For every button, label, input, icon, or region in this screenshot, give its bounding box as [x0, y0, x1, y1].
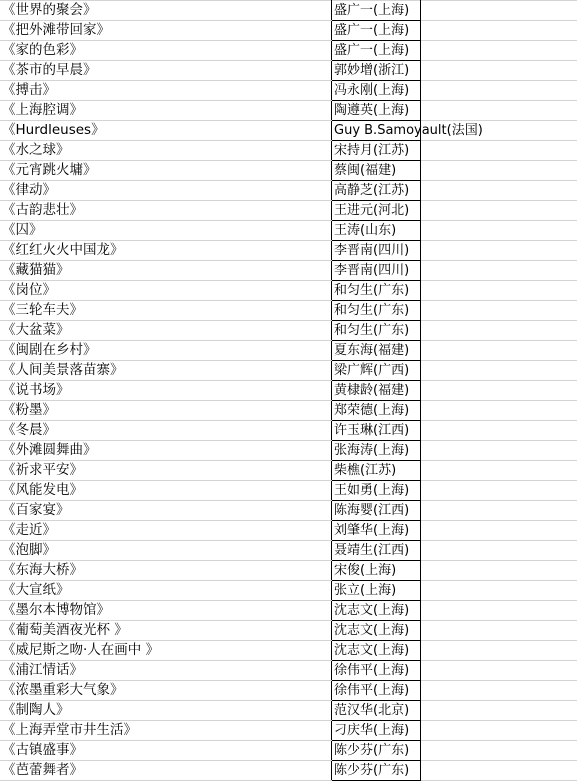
table-row — [0, 181, 577, 201]
table-row — [0, 121, 577, 141]
author-cell[interactable]: 张立(上海) — [332, 581, 421, 601]
empty-cell[interactable] — [421, 741, 577, 761]
empty-cell[interactable] — [421, 41, 577, 61]
author-cell[interactable]: 李晋南(四川) — [332, 241, 421, 261]
author-cell[interactable]: 夏东海(福建) — [332, 341, 421, 361]
table-row — [0, 321, 577, 341]
title-cell[interactable]: 《人间美景落苗寨》 — [0, 361, 332, 381]
empty-cell[interactable] — [421, 321, 577, 341]
empty-cell[interactable] — [421, 101, 577, 121]
author-cell[interactable]: 范汉华(北京) — [332, 701, 421, 721]
table-row — [0, 541, 577, 561]
title-cell[interactable]: 《把外滩带回家》 — [0, 21, 332, 41]
author-cell[interactable]: 许玉琳(江西) — [332, 421, 421, 441]
author-cell[interactable]: 盛广一(上海) — [332, 21, 421, 41]
table-row — [0, 721, 577, 741]
author-cell[interactable]: 张海涛(上海) — [332, 441, 421, 461]
empty-cell[interactable] — [421, 341, 577, 361]
author-cell[interactable]: 郭妙增(浙江) — [332, 61, 421, 81]
title-cell[interactable]: 《古韵悲壮》 — [0, 201, 332, 221]
table-row — [0, 441, 577, 461]
author-cell[interactable]: 陶遵英(上海) — [332, 101, 421, 121]
title-cell[interactable]: 《大宣纸》 — [0, 581, 332, 601]
author-cell[interactable]: 柴樵(江苏) — [332, 461, 421, 481]
table-row — [0, 501, 577, 521]
author-cell[interactable]: 陈海婴(江西) — [332, 501, 421, 521]
title-cell[interactable]: 《芭蕾舞者》 — [0, 761, 332, 781]
title-cell[interactable]: 《元宵跳火墉》 — [0, 161, 332, 181]
empty-cell[interactable] — [421, 1, 577, 21]
title-cell[interactable]: 《藏猫猫》 — [0, 261, 332, 281]
author-cell[interactable]: 和匀生(广东) — [332, 301, 421, 321]
table-row — [0, 1, 577, 21]
table-row — [0, 341, 577, 361]
author-cell[interactable]: 徐伟平(上海) — [332, 681, 421, 701]
empty-cell[interactable] — [421, 481, 577, 501]
title-cell[interactable]: 《Hurdleuses》 — [0, 121, 332, 141]
author-cell[interactable]: 宋持月(江苏) — [332, 141, 421, 161]
table-row — [0, 241, 577, 261]
title-cell[interactable]: 《祈求平安》 — [0, 461, 332, 481]
empty-cell[interactable] — [421, 701, 577, 721]
author-cell[interactable]: 刘肇华(上海) — [332, 521, 421, 541]
table-row — [0, 481, 577, 501]
author-cell[interactable]: Guy B.Samoyault(法国) — [332, 121, 421, 141]
author-cell[interactable]: 王进元(河北) — [332, 201, 421, 221]
author-cell[interactable]: 黄棣龄(福建) — [332, 381, 421, 401]
table-row — [0, 141, 577, 161]
empty-cell[interactable] — [421, 81, 577, 101]
works-table-body — [0, 1, 577, 781]
table-row — [0, 41, 577, 61]
empty-cell[interactable] — [421, 461, 577, 481]
table-row — [0, 521, 577, 541]
author-cell[interactable]: 蔡闽(福建) — [332, 161, 421, 181]
table-row — [0, 301, 577, 321]
empty-cell[interactable] — [421, 761, 577, 781]
title-cell[interactable]: 《走近》 — [0, 521, 332, 541]
empty-cell[interactable] — [421, 681, 577, 701]
table-row — [0, 661, 577, 681]
empty-cell[interactable] — [421, 581, 577, 601]
author-cell[interactable]: 郑荣德(上海) — [332, 401, 421, 421]
table-row — [0, 621, 577, 641]
title-cell[interactable]: 《红红火火中国龙》 — [0, 241, 332, 261]
author-cell[interactable]: 徐伟平(上海) — [332, 661, 421, 681]
author-cell[interactable]: 王涛(山东) — [332, 221, 421, 241]
title-cell[interactable]: 《说书场》 — [0, 381, 332, 401]
title-cell[interactable]: 《冬晨》 — [0, 421, 332, 441]
empty-cell[interactable] — [421, 361, 577, 381]
title-cell[interactable]: 《水之球》 — [0, 141, 332, 161]
empty-cell[interactable] — [421, 141, 577, 161]
table-row — [0, 221, 577, 241]
table-row — [0, 281, 577, 301]
title-cell[interactable]: 《上海腔调》 — [0, 101, 332, 121]
empty-cell[interactable] — [421, 261, 577, 281]
title-cell[interactable]: 《风能发电》 — [0, 481, 332, 501]
empty-cell[interactable] — [421, 401, 577, 421]
title-cell[interactable]: 《制陶人》 — [0, 701, 332, 721]
title-cell[interactable]: 《浦江情话》 — [0, 661, 332, 681]
empty-cell[interactable] — [421, 661, 577, 681]
table-row — [0, 381, 577, 401]
title-cell[interactable]: 《世界的聚会》 — [0, 1, 332, 21]
table-row — [0, 581, 577, 601]
title-cell[interactable]: 《茶市的早晨》 — [0, 61, 332, 81]
table-row — [0, 61, 577, 81]
author-cell[interactable]: 和匀生(广东) — [332, 321, 421, 341]
table-row — [0, 401, 577, 421]
title-cell[interactable]: 《岗位》 — [0, 281, 332, 301]
title-cell[interactable]: 《东海大桥》 — [0, 561, 332, 581]
title-cell[interactable]: 《家的色彩》 — [0, 41, 332, 61]
empty-cell[interactable] — [421, 301, 577, 321]
empty-cell[interactable] — [421, 201, 577, 221]
title-cell[interactable]: 《古镇盛事》 — [0, 741, 332, 761]
table-row — [0, 261, 577, 281]
author-cell[interactable]: 沈志文(上海) — [332, 601, 421, 621]
author-cell[interactable]: 和匀生(广东) — [332, 281, 421, 301]
title-cell[interactable]: 《搏击》 — [0, 81, 332, 101]
empty-cell[interactable] — [421, 281, 577, 301]
empty-cell[interactable] — [421, 621, 577, 641]
title-cell[interactable]: 《墨尔本博物馆》 — [0, 601, 332, 621]
empty-cell[interactable] — [421, 521, 577, 541]
table-row — [0, 81, 577, 101]
title-cell[interactable]: 《三轮车夫》 — [0, 301, 332, 321]
table-row — [0, 101, 577, 121]
title-cell[interactable]: 《泡脚》 — [0, 541, 332, 561]
empty-cell[interactable] — [421, 161, 577, 181]
author-cell[interactable]: 沈志文(上海) — [332, 641, 421, 661]
empty-cell[interactable] — [421, 241, 577, 261]
table-row — [0, 601, 577, 621]
empty-cell[interactable] — [421, 381, 577, 401]
table-row — [0, 461, 577, 481]
title-cell[interactable]: 《粉墨》 — [0, 401, 332, 421]
title-cell[interactable]: 《大盆菜》 — [0, 321, 332, 341]
empty-cell[interactable] — [421, 181, 577, 201]
author-cell[interactable]: 聂靖生(江西) — [332, 541, 421, 561]
table-row — [0, 641, 577, 661]
table-row — [0, 361, 577, 381]
empty-cell[interactable] — [421, 21, 577, 41]
title-cell[interactable]: 《外滩圆舞曲》 — [0, 441, 332, 461]
empty-cell[interactable] — [421, 441, 577, 461]
author-cell[interactable]: 李晋南(四川) — [332, 261, 421, 281]
empty-cell[interactable] — [421, 721, 577, 741]
empty-cell[interactable] — [421, 221, 577, 241]
table-row — [0, 741, 577, 761]
table-row — [0, 701, 577, 721]
table-row — [0, 761, 577, 781]
author-cell[interactable]: 宋俊(上海) — [332, 561, 421, 581]
author-cell[interactable]: 王如勇(上海) — [332, 481, 421, 501]
author-cell[interactable]: 冯永刚(上海) — [332, 81, 421, 101]
author-cell[interactable]: 盛广一(上海) — [332, 1, 421, 21]
empty-cell[interactable] — [421, 421, 577, 441]
title-cell[interactable]: 《浓墨重彩大气象》 — [0, 681, 332, 701]
title-cell[interactable]: 《百家宴》 — [0, 501, 332, 521]
empty-cell[interactable] — [421, 641, 577, 661]
table-row — [0, 681, 577, 701]
author-cell[interactable]: 陈少芬(广东) — [332, 761, 421, 781]
table-row — [0, 561, 577, 581]
title-cell[interactable]: 《律动》 — [0, 181, 332, 201]
table-row — [0, 201, 577, 221]
title-cell[interactable]: 《囚》 — [0, 221, 332, 241]
table-row — [0, 161, 577, 181]
author-cell[interactable]: 梁广辉(广西) — [332, 361, 421, 381]
title-cell[interactable]: 《威尼斯之吻·人在画中 》 — [0, 641, 332, 661]
empty-cell[interactable] — [421, 601, 577, 621]
empty-cell[interactable] — [421, 61, 577, 81]
author-cell[interactable]: 盛广一(上海) — [332, 41, 421, 61]
table-row — [0, 421, 577, 441]
title-cell[interactable]: 《上海弄堂市井生活》 — [0, 721, 332, 741]
author-cell[interactable]: 刁庆华(上海) — [332, 721, 421, 741]
empty-cell[interactable] — [421, 561, 577, 581]
title-cell[interactable]: 《闽剧在乡村》 — [0, 341, 332, 361]
empty-cell[interactable] — [421, 541, 577, 561]
author-cell[interactable]: 沈志文(上海) — [332, 621, 421, 641]
author-cell[interactable]: 高静芝(江苏) — [332, 181, 421, 201]
empty-cell[interactable] — [421, 501, 577, 521]
title-cell[interactable]: 《葡萄美酒夜光杯 》 — [0, 621, 332, 641]
author-cell[interactable]: 陈少芬(广东) — [332, 741, 421, 761]
table-row — [0, 21, 577, 41]
